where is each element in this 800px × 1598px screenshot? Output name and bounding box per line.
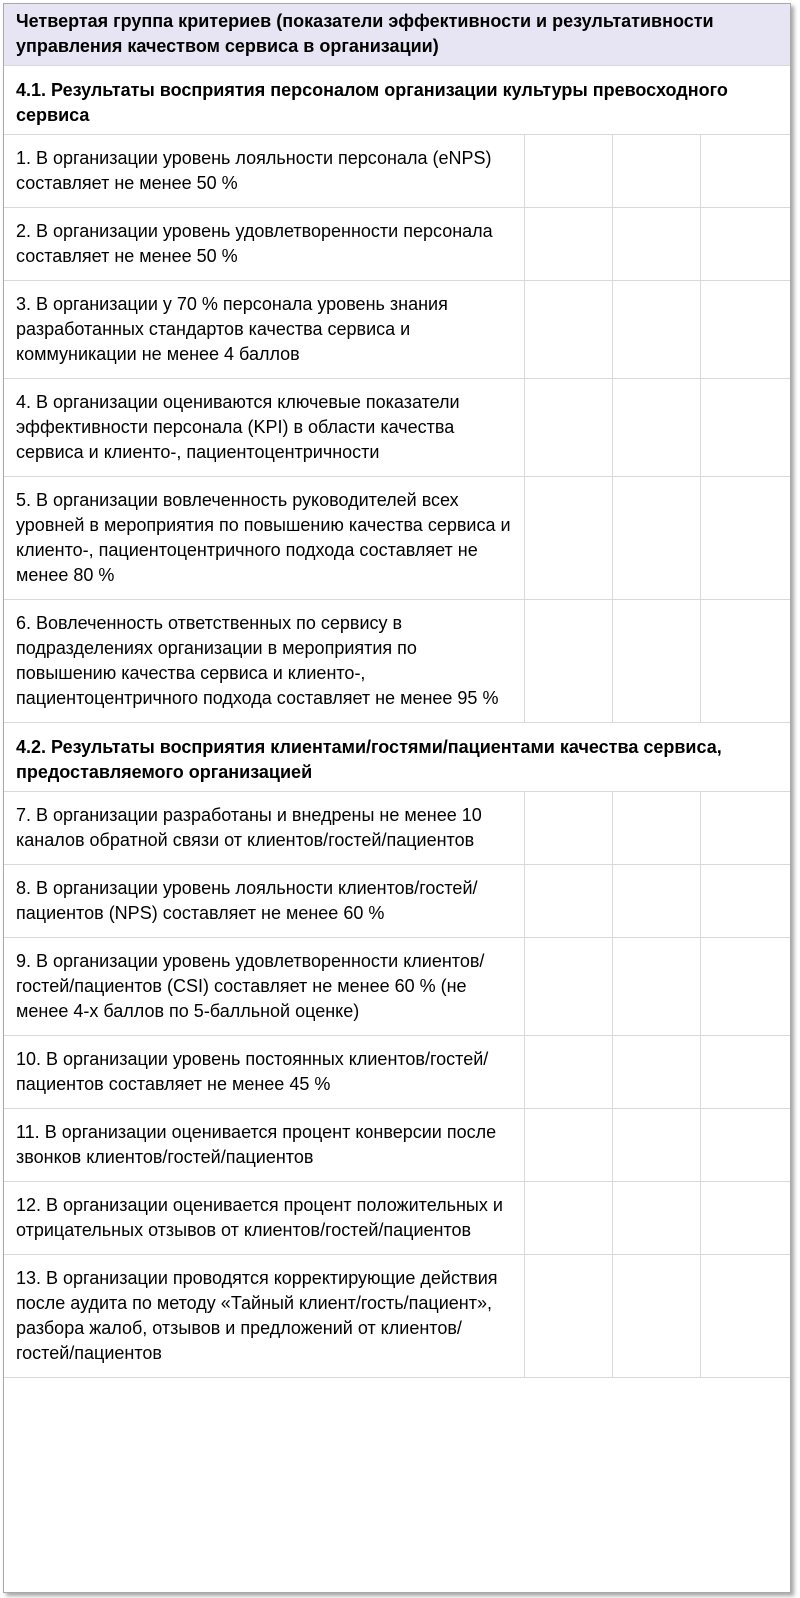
score-cell[interactable] (700, 135, 790, 208)
score-cell[interactable] (700, 208, 790, 281)
score-cell[interactable] (524, 135, 612, 208)
score-cell[interactable] (524, 477, 612, 600)
score-cell[interactable] (700, 281, 790, 379)
score-cell[interactable] (524, 208, 612, 281)
score-cell[interactable] (524, 938, 612, 1036)
group-title: Четвертая группа критериев (показатели эффективности и результативности управления качеством сервиса в организации) (4, 4, 790, 66)
section-title: 4.1. Результаты восприятия персоналом организации культуры превосходного сервиса (4, 66, 790, 135)
criterion-text: 1. В организации уровень лояльности персонала (eNPS) составляет не менее 50 % (4, 135, 524, 208)
score-cell[interactable] (700, 1109, 790, 1182)
score-cell[interactable] (700, 792, 790, 865)
score-cell[interactable] (612, 281, 700, 379)
score-cell[interactable] (612, 1182, 700, 1255)
group-header-row (4, 4, 790, 66)
score-cell[interactable] (524, 1182, 612, 1255)
score-cell[interactable] (700, 379, 790, 477)
score-cell[interactable] (700, 1182, 790, 1255)
score-cell[interactable] (612, 1255, 700, 1378)
criterion-row (4, 379, 790, 477)
score-cell[interactable] (524, 379, 612, 477)
criterion-text: 7. В организации разработаны и внедрены не менее 10 каналов обратной связи от клиентов/гостей/пациентов (4, 792, 524, 865)
criterion-text: 8. В организации уровень лояльности клиентов/гостей/пациентов (NPS) составляет не менее 60 % (4, 865, 524, 938)
criterion-row (4, 792, 790, 865)
score-cell[interactable] (524, 281, 612, 379)
criterion-row (4, 1182, 790, 1255)
score-cell[interactable] (700, 1255, 790, 1378)
criterion-text: 10. В организации уровень постоянных клиентов/гостей/пациентов составляет не менее 45 % (4, 1036, 524, 1109)
criterion-row (4, 281, 790, 379)
criterion-text: 13. В организации проводятся корректирующие действия после аудита по методу «Тайный клиент/гость/пациент», разбора жалоб, отзывов и предложений от клиентов/гостей/пациентов (4, 1255, 524, 1378)
score-cell[interactable] (700, 1036, 790, 1109)
section-header-row (4, 723, 790, 792)
criteria-table (4, 4, 790, 1378)
score-cell[interactable] (524, 1109, 612, 1182)
criterion-row (4, 477, 790, 600)
score-cell[interactable] (524, 1036, 612, 1109)
score-cell[interactable] (700, 938, 790, 1036)
score-cell[interactable] (612, 477, 700, 600)
score-cell[interactable] (700, 865, 790, 938)
section-title: 4.2. Результаты восприятия клиентами/гостями/пациентами качества сервиса, предоставляемого организацией (4, 723, 790, 792)
score-cell[interactable] (612, 379, 700, 477)
score-cell[interactable] (612, 208, 700, 281)
criterion-row (4, 1255, 790, 1378)
criterion-text: 2. В организации уровень удовлетворенности персонала составляет не менее 50 % (4, 208, 524, 281)
criterion-row (4, 865, 790, 938)
score-cell[interactable] (612, 600, 700, 723)
criterion-row (4, 1109, 790, 1182)
criterion-text: 11. В организации оценивается процент конверсии после звонков клиентов/гостей/пациентов (4, 1109, 524, 1182)
score-cell[interactable] (612, 792, 700, 865)
criterion-text: 5. В организации вовлеченность руководителей всех уровней в мероприятия по повышению качества сервиса и клиенто-, пациентоцентричного подхода составляет не менее 80 % (4, 477, 524, 600)
criteria-table-frame (3, 3, 791, 1593)
criterion-row (4, 208, 790, 281)
criterion-text: 9. В организации уровень удовлетворенности клиентов/гостей/пациентов (CSI) составляет не менее 60 % (не менее 4-х баллов по 5-балльной оценке) (4, 938, 524, 1036)
score-cell[interactable] (612, 1109, 700, 1182)
score-cell[interactable] (524, 1255, 612, 1378)
criterion-row (4, 938, 790, 1036)
score-cell[interactable] (700, 477, 790, 600)
score-cell[interactable] (612, 1036, 700, 1109)
score-cell[interactable] (612, 135, 700, 208)
criterion-row (4, 600, 790, 723)
score-cell[interactable] (524, 600, 612, 723)
score-cell[interactable] (524, 792, 612, 865)
criterion-row (4, 1036, 790, 1109)
criterion-text: 4. В организации оцениваются ключевые показатели эффективности персонала (KPI) в области качества сервиса и клиенто-, пациентоцентричности (4, 379, 524, 477)
section-header-row (4, 66, 790, 135)
criterion-row (4, 135, 790, 208)
criterion-text: 6. Вовлеченность ответственных по сервису в подразделениях организации в мероприятия по повышению качества сервиса и клиенто-, пациентоцентричного подхода составляет не менее 95 % (4, 600, 524, 723)
criterion-text: 12. В организации оценивается процент положительных и отрицательных отзывов от клиентов/гостей/пациентов (4, 1182, 524, 1255)
score-cell[interactable] (612, 865, 700, 938)
score-cell[interactable] (612, 938, 700, 1036)
criterion-text: 3. В организации у 70 % персонала уровень знания разработанных стандартов качества сервиса и коммуникации не менее 4 баллов (4, 281, 524, 379)
score-cell[interactable] (524, 865, 612, 938)
score-cell[interactable] (700, 600, 790, 723)
